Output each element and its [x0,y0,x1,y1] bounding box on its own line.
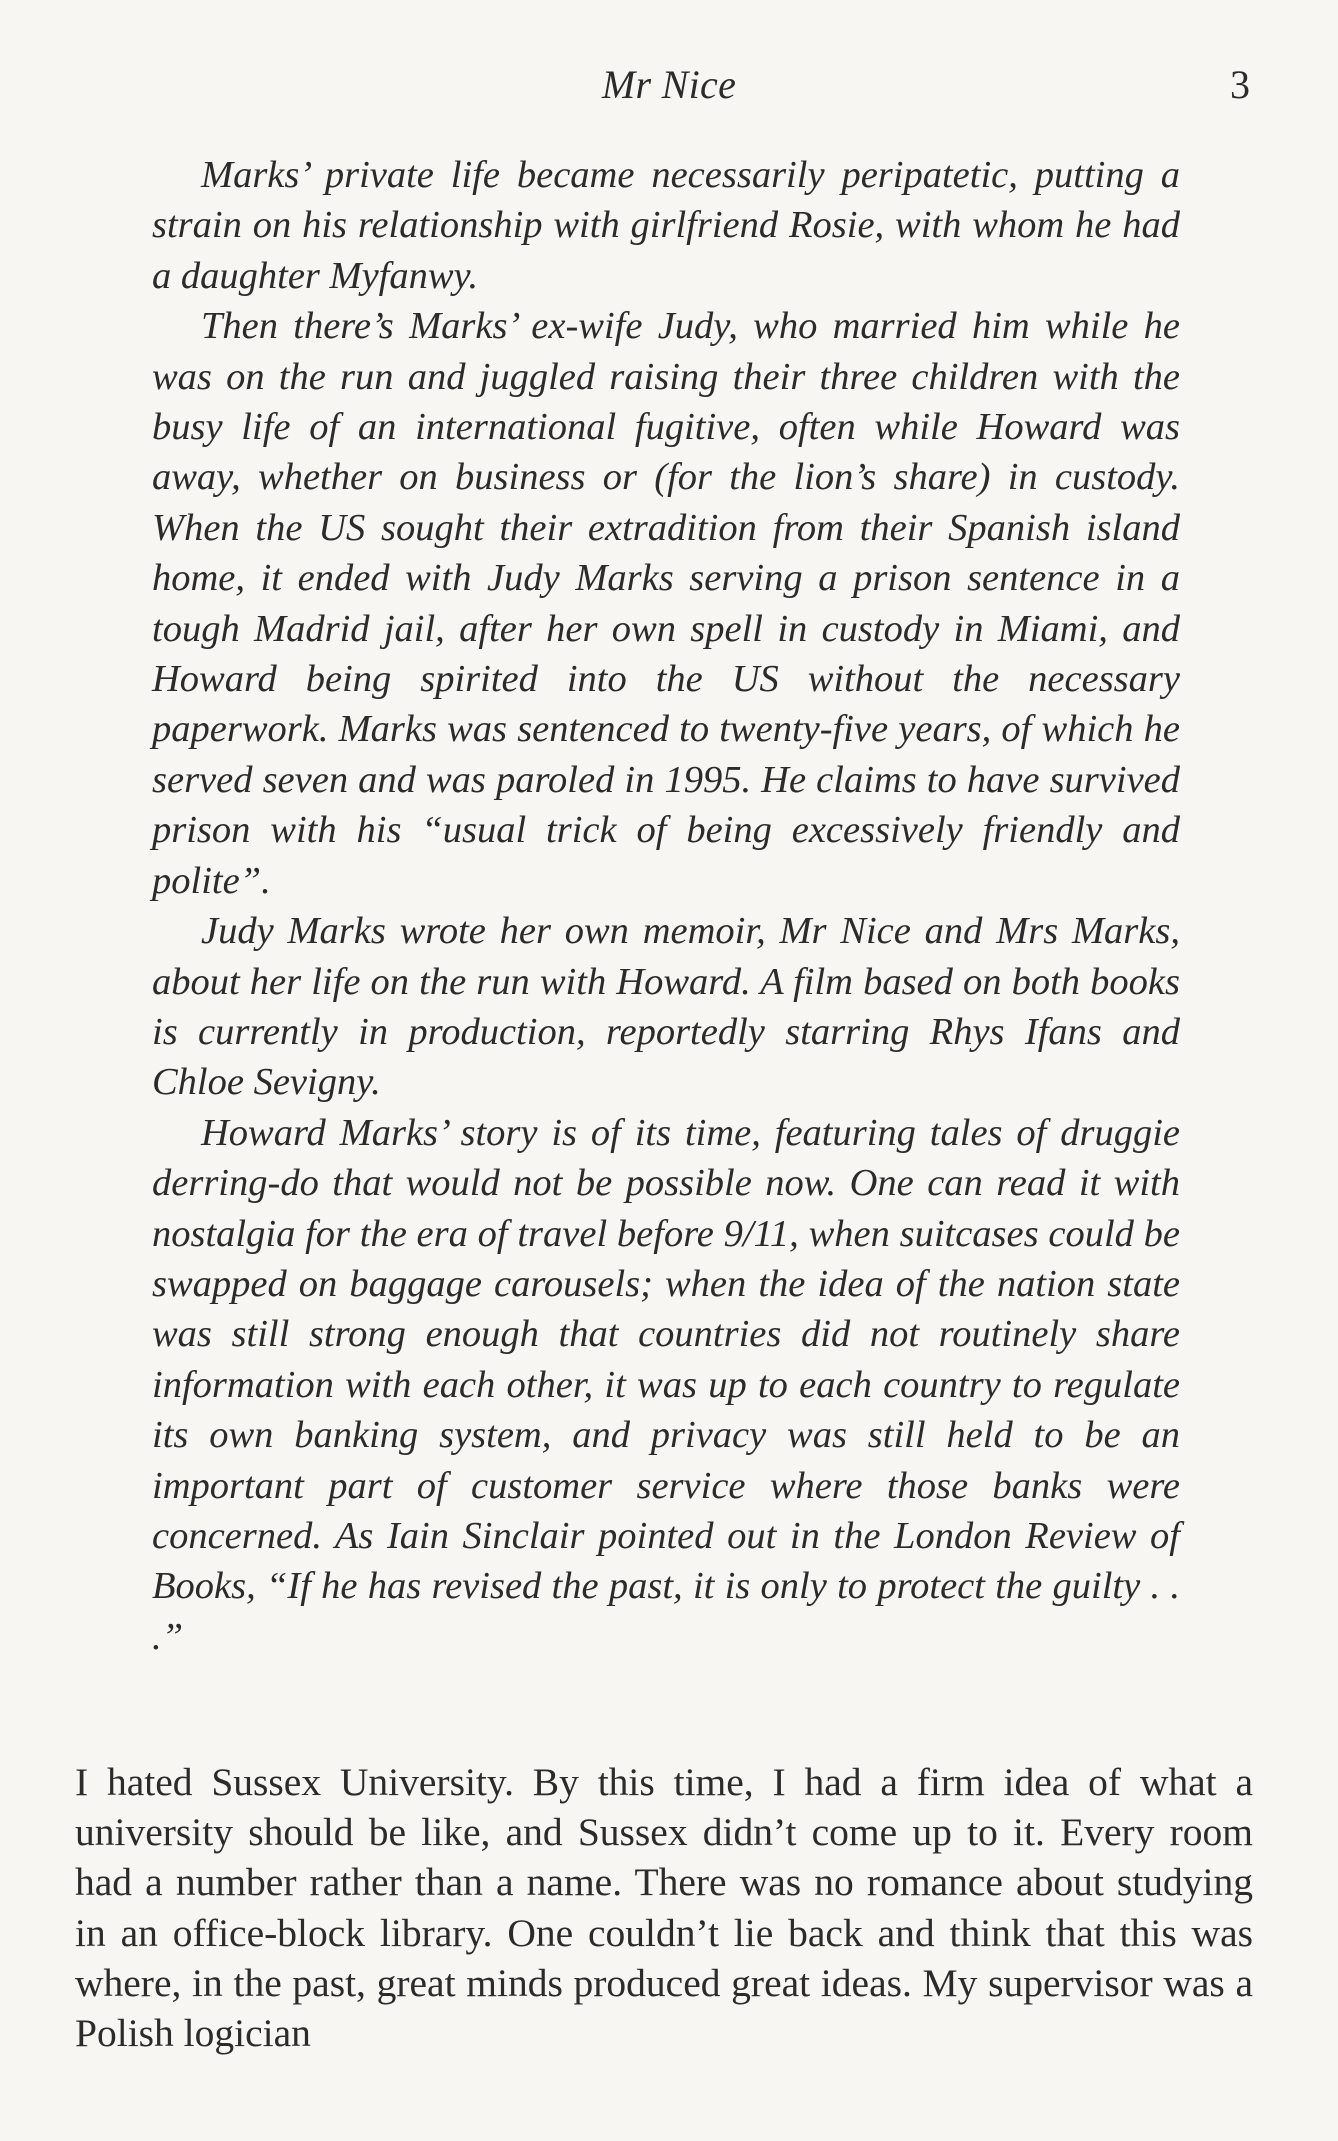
sidebar-paragraph: Judy Marks wrote her own memoir, Mr Nice and Mrs Marks, about her life on the run with Howard. A film based on both books is currently in production, reportedly starring Rhys Ifans and Chloe Sevigny. [152,910,1180,1104]
main-text [75,1757,1253,2058]
sidebar-paragraph: Then there’s Marks’ ex-wife Judy, who married him while he was on the run and juggled raising their three children with the busy life of an international fugitive, often while Howard was away, whether on business or (for the lion’s share) in custody. When the US sought their extradition from their Spanish island home, it ended with Judy Marks serving a prison sentence in a tough Madrid jail, after her own spell in custody in Miami, and Howard being spirited into the US without the necessary paperwork. Marks was sentenced to twenty-five years, of which he served seven and was paroled in 1995. He claims to have survived prison with his “usual trick of being excessively friendly and polite”. [152,305,1180,902]
running-head [0,60,1338,110]
running-title: Mr Nice [601,62,737,107]
introduction-sidebar [152,150,1180,1662]
page-number: 3 [1230,62,1250,107]
main-paragraph: I hated Sussex University. By this time, I had a firm idea of what a university should be like, and Sussex didn’t come up to it. Every room had a number rather than a name. There was no romance about studying in an office-block library. One couldn’t lie back and think that this was where, in the past, great minds produced great ideas. My supervisor was a Polish logician [75,1760,1253,2056]
sidebar-paragraph: Marks’ private life became necessarily peripatetic, putting a strain on his relationship with girlfriend Rosie, with whom he had a daughter Myfanwy. [152,154,1180,297]
sidebar-paragraph: Howard Marks’ story is of its time, featuring tales of druggie derring-do that would not be possible now. One can read it with nostalgia for the era of travel before 9/11, when suitcases could be swapped on baggage carousels; when the idea of the nation state was still strong enough that countries did not routinely share information with each other, it was up to each country to regulate its own banking system, and privacy was still held to be an important part of customer service where those banks were concerned. As Iain Sinclair pointed out in the London Review of Books, “If he has revised the past, it is only to protect the guilty . . .” [152,1111,1180,1658]
